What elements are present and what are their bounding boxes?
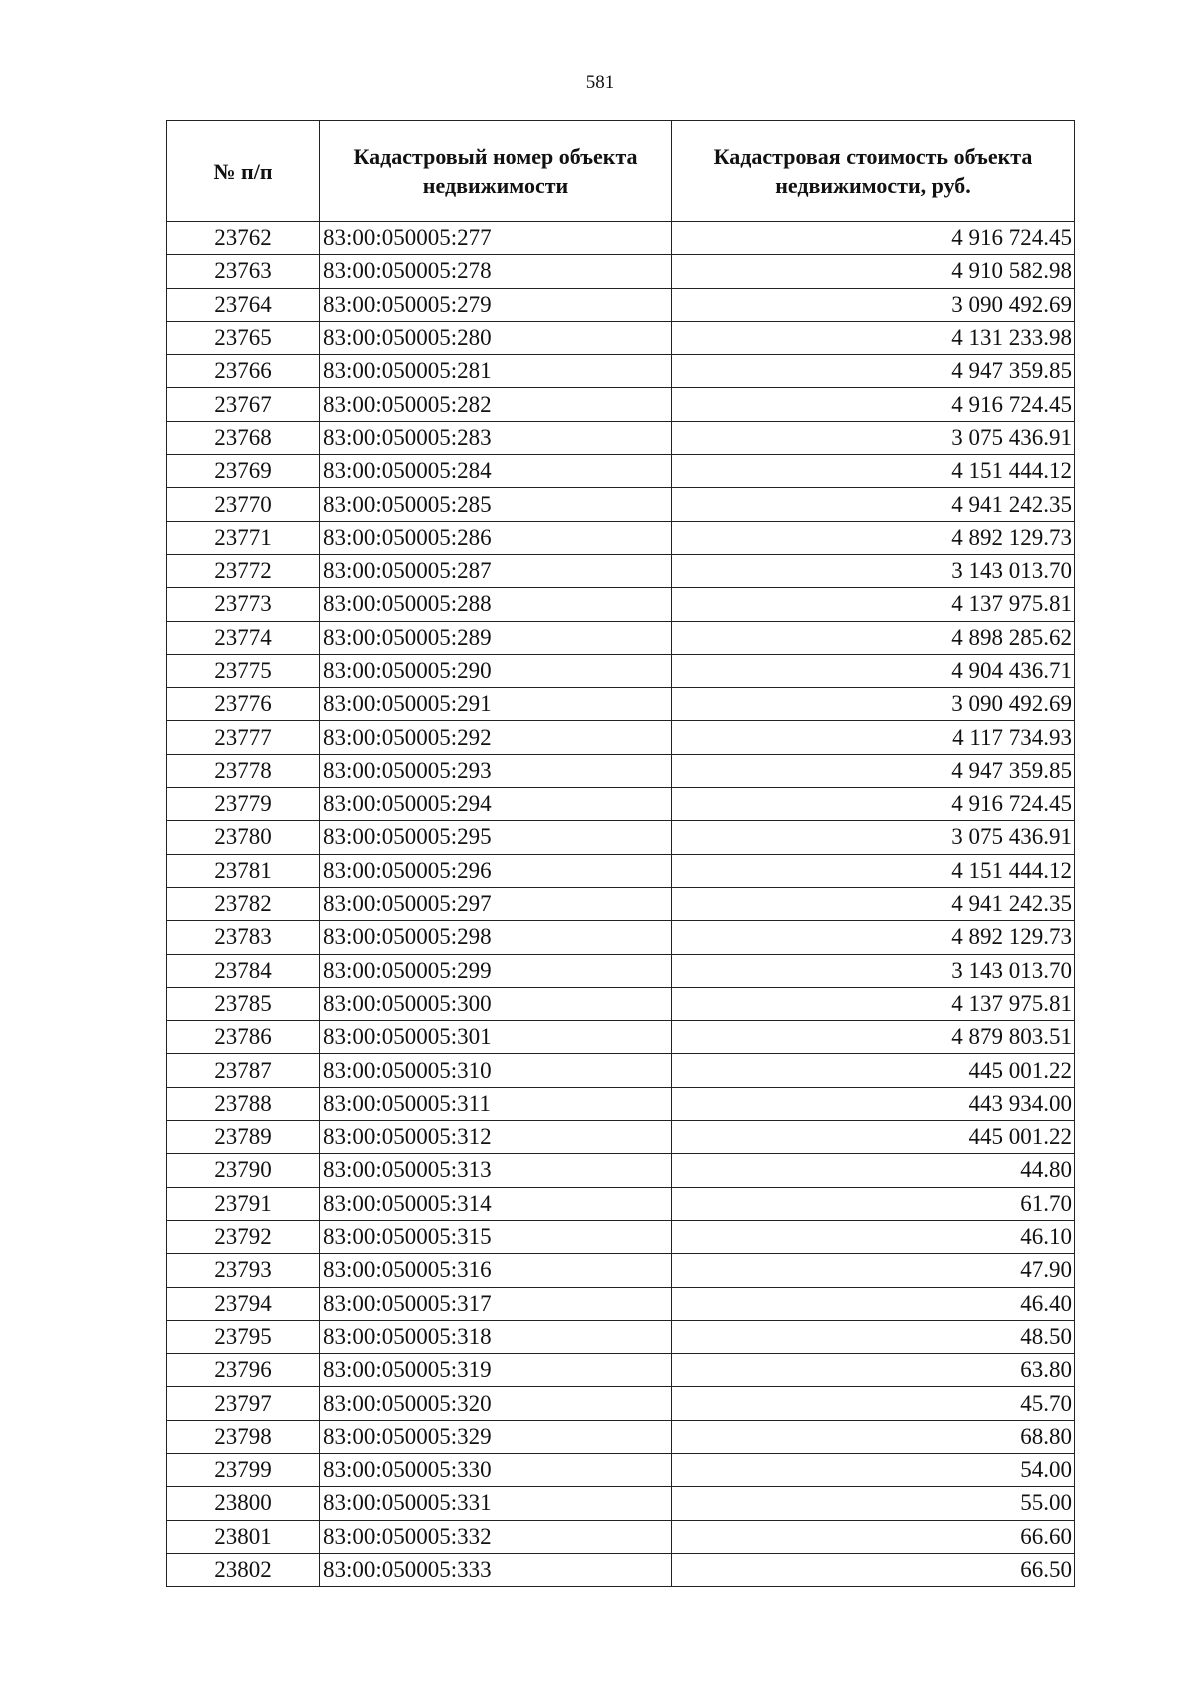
cadastral-value-cell: 45.70: [672, 1387, 1075, 1420]
row-number-cell: 23765: [167, 321, 320, 354]
cadastral-number-cell: 83:00:050005:315: [320, 1220, 672, 1253]
row-number-cell: 23767: [167, 388, 320, 421]
cadastral-value-cell: 48.50: [672, 1320, 1075, 1353]
cadastral-value-cell: 46.10: [672, 1220, 1075, 1253]
table-row: [167, 887, 1075, 920]
cadastral-number-cell: 83:00:050005:316: [320, 1254, 672, 1287]
row-number-cell: 23800: [167, 1487, 320, 1520]
row-number-cell: 23786: [167, 1021, 320, 1054]
row-number-cell: 23780: [167, 821, 320, 854]
cadastral-number-cell: 83:00:050005:313: [320, 1154, 672, 1187]
cadastral-value-cell: 4 947 359.85: [672, 754, 1075, 787]
cadastral-value-cell: 3 143 013.70: [672, 554, 1075, 587]
cadastral-value-cell: 4 137 975.81: [672, 987, 1075, 1020]
cadastral-value-cell: 4 879 803.51: [672, 1021, 1075, 1054]
row-number-cell: 23771: [167, 521, 320, 554]
cadastral-number-cell: 83:00:050005:281: [320, 355, 672, 388]
cadastral-value-cell: 443 934.00: [672, 1087, 1075, 1120]
table-row: [167, 388, 1075, 421]
row-number-cell: 23797: [167, 1387, 320, 1420]
row-number-cell: 23787: [167, 1054, 320, 1087]
row-number-cell: 23772: [167, 554, 320, 587]
cadastral-value-cell: 3 075 436.91: [672, 821, 1075, 854]
table-row: [167, 1453, 1075, 1486]
cadastral-number-cell: 83:00:050005:297: [320, 887, 672, 920]
cadastral-value-cell: 3 075 436.91: [672, 421, 1075, 454]
cadastral-number-cell: 83:00:050005:300: [320, 987, 672, 1020]
row-number-cell: 23781: [167, 854, 320, 887]
table-row: [167, 521, 1075, 554]
cadastral-value-cell: 46.40: [672, 1287, 1075, 1320]
table-row: [167, 654, 1075, 687]
row-number-cell: 23783: [167, 921, 320, 954]
row-number-cell: 23775: [167, 654, 320, 687]
table-row: [167, 1520, 1075, 1553]
header-row-number: № п/п: [167, 121, 320, 222]
row-number-cell: 23770: [167, 488, 320, 521]
table-row: [167, 1553, 1075, 1586]
cadastral-number-cell: 83:00:050005:320: [320, 1387, 672, 1420]
cadastral-number-cell: 83:00:050005:288: [320, 588, 672, 621]
cadastral-value-cell: 4 892 129.73: [672, 521, 1075, 554]
cadastral-number-cell: 83:00:050005:279: [320, 288, 672, 321]
table-header-row: [167, 121, 1075, 222]
row-number-cell: 23795: [167, 1320, 320, 1353]
cadastral-value-cell: 4 137 975.81: [672, 588, 1075, 621]
table-row: [167, 921, 1075, 954]
table-row: [167, 854, 1075, 887]
table-row: [167, 1420, 1075, 1453]
row-number-cell: 23779: [167, 788, 320, 821]
cadastral-value-cell: 4 916 724.45: [672, 388, 1075, 421]
cadastral-number-cell: 83:00:050005:317: [320, 1287, 672, 1320]
row-number-cell: 23791: [167, 1187, 320, 1220]
cadastral-number-cell: 83:00:050005:280: [320, 321, 672, 354]
row-number-cell: 23769: [167, 455, 320, 488]
table-row: [167, 954, 1075, 987]
table-row: [167, 688, 1075, 721]
cadastral-value-cell: 4 898 285.62: [672, 621, 1075, 654]
cadastral-value-cell: 4 151 444.12: [672, 455, 1075, 488]
cadastral-number-cell: 83:00:050005:329: [320, 1420, 672, 1453]
row-number-cell: 23764: [167, 288, 320, 321]
cadastral-value-table: [166, 120, 1075, 1587]
cadastral-value-cell: 44.80: [672, 1154, 1075, 1187]
table-body: [167, 222, 1075, 1587]
row-number-cell: 23789: [167, 1121, 320, 1154]
cadastral-number-cell: 83:00:050005:298: [320, 921, 672, 954]
cadastral-value-cell: 4 904 436.71: [672, 654, 1075, 687]
table-row: [167, 321, 1075, 354]
cadastral-number-cell: 83:00:050005:301: [320, 1021, 672, 1054]
table-row: [167, 288, 1075, 321]
cadastral-number-cell: 83:00:050005:331: [320, 1487, 672, 1520]
row-number-cell: 23793: [167, 1254, 320, 1287]
cadastral-number-cell: 83:00:050005:296: [320, 854, 672, 887]
cadastral-value-cell: 4 916 724.45: [672, 222, 1075, 255]
cadastral-number-cell: 83:00:050005:330: [320, 1453, 672, 1486]
row-number-cell: 23798: [167, 1420, 320, 1453]
cadastral-number-cell: 83:00:050005:282: [320, 388, 672, 421]
table-row: [167, 1287, 1075, 1320]
cadastral-value-cell: 3 143 013.70: [672, 954, 1075, 987]
cadastral-value-cell: 4 941 242.35: [672, 488, 1075, 521]
cadastral-number-cell: 83:00:050005:285: [320, 488, 672, 521]
cadastral-value-cell: 4 117 734.93: [672, 721, 1075, 754]
table-row: [167, 1354, 1075, 1387]
table-row: [167, 1220, 1075, 1253]
table-row: [167, 355, 1075, 388]
header-cadastral-number: Кадастровый номер объекта недвижимости: [320, 121, 672, 222]
cadastral-value-cell: 55.00: [672, 1487, 1075, 1520]
cadastral-value-cell: 63.80: [672, 1354, 1075, 1387]
cadastral-number-cell: 83:00:050005:278: [320, 255, 672, 288]
cadastral-value-cell: 61.70: [672, 1187, 1075, 1220]
cadastral-value-cell: 4 916 724.45: [672, 788, 1075, 821]
table-row: [167, 1087, 1075, 1120]
row-number-cell: 23794: [167, 1287, 320, 1320]
row-number-cell: 23768: [167, 421, 320, 454]
cadastral-number-cell: 83:00:050005:291: [320, 688, 672, 721]
row-number-cell: 23777: [167, 721, 320, 754]
table-row: [167, 1054, 1075, 1087]
table-row: [167, 788, 1075, 821]
cadastral-value-cell: 4 910 582.98: [672, 255, 1075, 288]
row-number-cell: 23784: [167, 954, 320, 987]
row-number-cell: 23801: [167, 1520, 320, 1553]
header-cadastral-value: Кадастровая стоимость объекта недвижимости, руб.: [672, 121, 1075, 222]
cadastral-value-cell: 4 151 444.12: [672, 854, 1075, 887]
cadastral-number-cell: 83:00:050005:292: [320, 721, 672, 754]
table-row: [167, 1320, 1075, 1353]
row-number-cell: 23776: [167, 688, 320, 721]
cadastral-value-cell: 47.90: [672, 1254, 1075, 1287]
cadastral-number-cell: 83:00:050005:299: [320, 954, 672, 987]
page-number: 581: [585, 72, 615, 93]
row-number-cell: 23782: [167, 887, 320, 920]
table-row: [167, 987, 1075, 1020]
table-row: [167, 1387, 1075, 1420]
cadastral-number-cell: 83:00:050005:311: [320, 1087, 672, 1120]
table-row: [167, 222, 1075, 255]
row-number-cell: 23773: [167, 588, 320, 621]
row-number-cell: 23788: [167, 1087, 320, 1120]
cadastral-number-cell: 83:00:050005:319: [320, 1354, 672, 1387]
cadastral-value-cell: 66.60: [672, 1520, 1075, 1553]
row-number-cell: 23762: [167, 222, 320, 255]
cadastral-value-cell: 3 090 492.69: [672, 688, 1075, 721]
cadastral-value-cell: 4 892 129.73: [672, 921, 1075, 954]
cadastral-number-cell: 83:00:050005:333: [320, 1553, 672, 1586]
row-number-cell: 23774: [167, 621, 320, 654]
table-row: [167, 754, 1075, 787]
cadastral-number-cell: 83:00:050005:290: [320, 654, 672, 687]
table-row: [167, 1121, 1075, 1154]
cadastral-number-cell: 83:00:050005:287: [320, 554, 672, 587]
row-number-cell: 23778: [167, 754, 320, 787]
table-row: [167, 1254, 1075, 1287]
cadastral-value-cell: 54.00: [672, 1453, 1075, 1486]
table-row: [167, 1154, 1075, 1187]
table-row: [167, 554, 1075, 587]
cadastral-number-cell: 83:00:050005:286: [320, 521, 672, 554]
row-number-cell: 23796: [167, 1354, 320, 1387]
row-number-cell: 23763: [167, 255, 320, 288]
cadastral-number-cell: 83:00:050005:289: [320, 621, 672, 654]
cadastral-number-cell: 83:00:050005:318: [320, 1320, 672, 1353]
row-number-cell: 23799: [167, 1453, 320, 1486]
row-number-cell: 23802: [167, 1553, 320, 1586]
table-row: [167, 821, 1075, 854]
cadastral-value-cell: 445 001.22: [672, 1121, 1075, 1154]
row-number-cell: 23792: [167, 1220, 320, 1253]
cadastral-value-cell: 4 131 233.98: [672, 321, 1075, 354]
cadastral-value-cell: 66.50: [672, 1553, 1075, 1586]
table-row: [167, 488, 1075, 521]
table-row: [167, 721, 1075, 754]
table-row: [167, 455, 1075, 488]
cadastral-number-cell: 83:00:050005:284: [320, 455, 672, 488]
table-row: [167, 621, 1075, 654]
table-row: [167, 255, 1075, 288]
row-number-cell: 23790: [167, 1154, 320, 1187]
cadastral-number-cell: 83:00:050005:277: [320, 222, 672, 255]
cadastral-value-cell: 3 090 492.69: [672, 288, 1075, 321]
table-row: [167, 1021, 1075, 1054]
table-row: [167, 421, 1075, 454]
cadastral-value-cell: 68.80: [672, 1420, 1075, 1453]
cadastral-number-cell: 83:00:050005:310: [320, 1054, 672, 1087]
cadastral-number-cell: 83:00:050005:295: [320, 821, 672, 854]
table-row: [167, 1187, 1075, 1220]
row-number-cell: 23766: [167, 355, 320, 388]
cadastral-number-cell: 83:00:050005:283: [320, 421, 672, 454]
cadastral-number-cell: 83:00:050005:293: [320, 754, 672, 787]
cadastral-number-cell: 83:00:050005:312: [320, 1121, 672, 1154]
row-number-cell: 23785: [167, 987, 320, 1020]
table-row: [167, 588, 1075, 621]
cadastral-value-cell: 4 947 359.85: [672, 355, 1075, 388]
cadastral-value-cell: 4 941 242.35: [672, 887, 1075, 920]
cadastral-number-cell: 83:00:050005:332: [320, 1520, 672, 1553]
cadastral-value-cell: 445 001.22: [672, 1054, 1075, 1087]
cadastral-number-cell: 83:00:050005:294: [320, 788, 672, 821]
table-row: [167, 1487, 1075, 1520]
cadastral-number-cell: 83:00:050005:314: [320, 1187, 672, 1220]
